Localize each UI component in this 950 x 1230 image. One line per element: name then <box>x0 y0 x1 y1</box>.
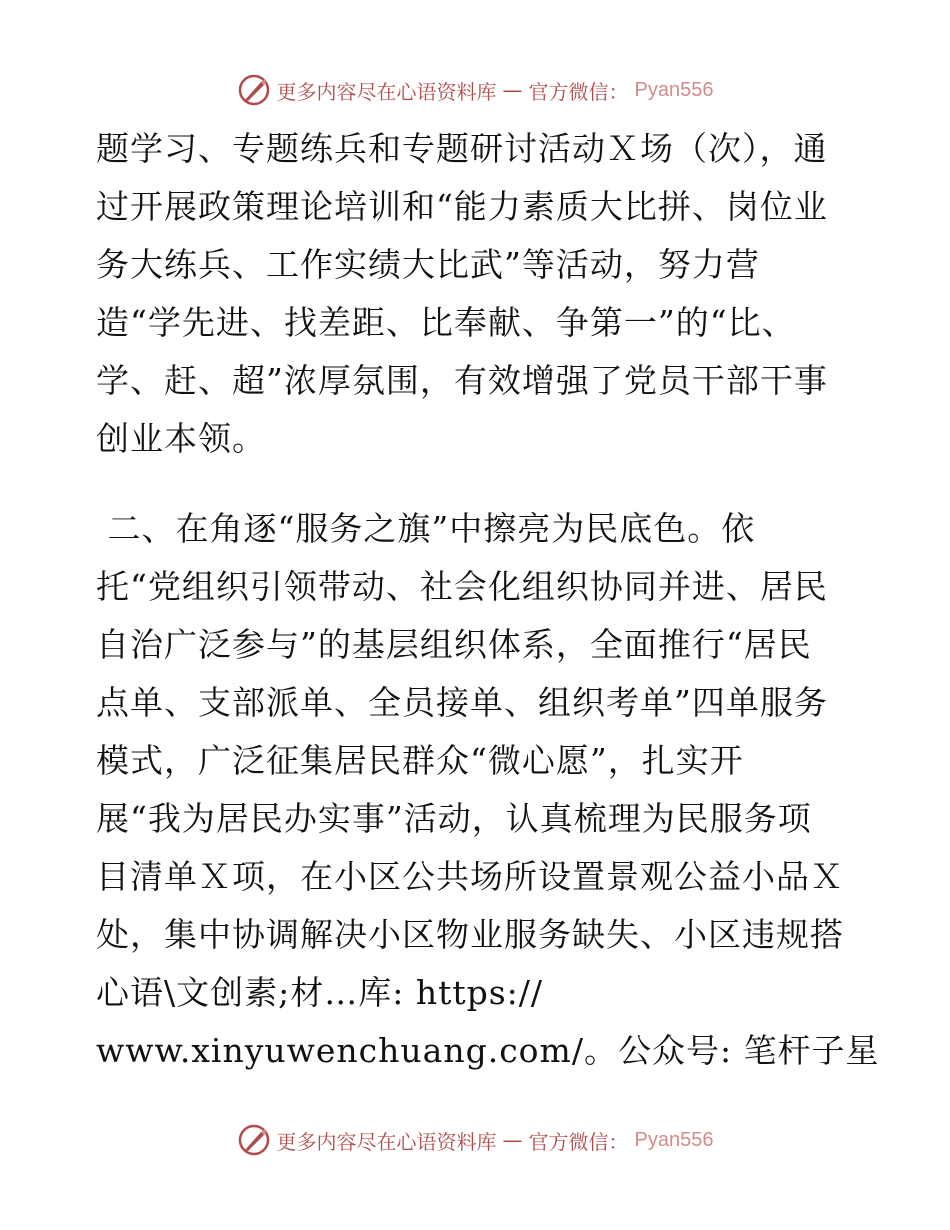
body-line: 目清单Ｘ项，在小区公共场所设置景观公益小品Ｘ <box>96 857 844 896</box>
footer-dash: — <box>502 1128 523 1152</box>
body-line: 学、赶、超”浓厚氛围，有效增强了党员干部干事 <box>96 361 828 400</box>
body-line: 托“党组织引领带动、社会化组织协同并进、居民 <box>96 567 828 606</box>
page-footer-watermark <box>0 1122 950 1158</box>
body-line: 过开展政策理论培训和“能力素质大比拼、岗位业 <box>96 187 828 226</box>
body-line: 造“学先进、找差距、比奉献、争第一”的“比、 <box>96 303 796 342</box>
document-body <box>96 120 880 1080</box>
header-wechat-label: 官方微信： <box>528 79 629 104</box>
section-heading-line: 二、在角逐“服务之旗”中擦亮为民底色。依 <box>96 509 756 548</box>
header-brand: 更多内容尽在心语资料库 <box>276 79 497 104</box>
body-line: 创业本领。 <box>96 419 266 458</box>
source-url-line: 心语\文创素;材…库: https:// <box>96 973 544 1012</box>
body-line: 展“我为居民办实事”活动，认真梳理为民服务项 <box>96 799 812 838</box>
body-line: 自治广泛参与”的基层组织体系，全面推行“居民 <box>96 625 812 664</box>
body-line: 题学习、专题练兵和专题研讨活动Ｘ场（次），通 <box>96 129 828 168</box>
body-line: 务大练兵、工作实绩大比武”等活动，努力营 <box>96 245 760 284</box>
footer-wechat-label: 官方微信： <box>528 1129 629 1154</box>
body-line: 点单、支部派单、全员接单、组织考单”四单服务 <box>96 683 828 722</box>
page-header-watermark <box>0 72 950 108</box>
body-line: 处，集中协调解决小区物业服务缺失、小区违规搭 <box>96 915 844 954</box>
header-wechat-id: Pyan556 <box>634 78 714 101</box>
quill-logo-icon <box>237 73 271 107</box>
footer-wechat-id: Pyan556 <box>634 1128 714 1151</box>
footer-brand: 更多内容尽在心语资料库 <box>276 1129 497 1154</box>
body-line: 模式，广泛征集居民群众“微心愿”，扎实开 <box>96 741 744 780</box>
quill-logo-icon <box>237 1123 271 1157</box>
header-dash: — <box>502 78 523 102</box>
source-url-line: www.xinyuwenchuang.com/。公众号: 笔杆子星 <box>96 1031 880 1070</box>
